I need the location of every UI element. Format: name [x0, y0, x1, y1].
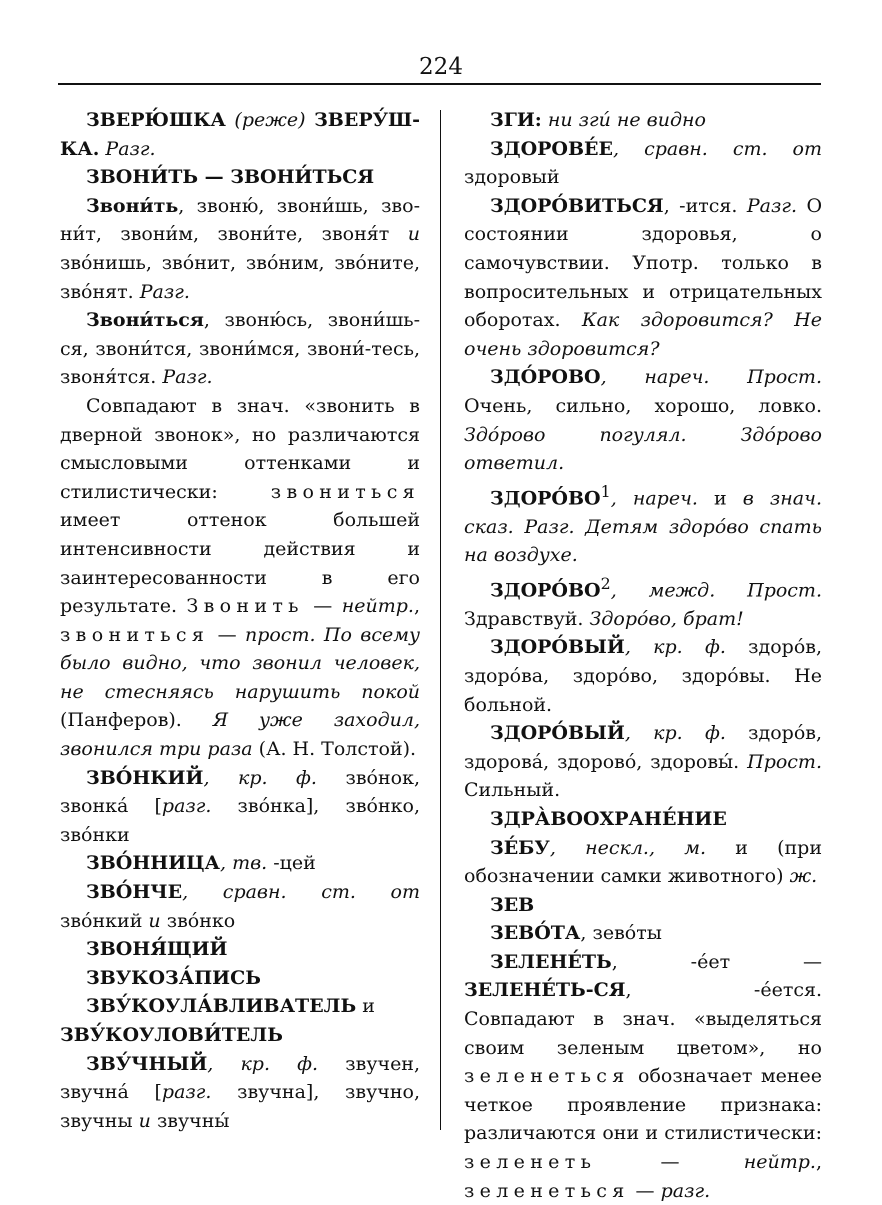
- dash: —: [629, 1179, 661, 1202]
- forms-text: звучен, звучна́ [: [60, 1052, 421, 1104]
- entry-zvonkiy: [60, 764, 420, 850]
- definition: здоро́в, здоро́ва, здоро́во, здоро́вы. Не больной.: [464, 636, 822, 716]
- grammar-mark: , сравн. ст. от: [182, 881, 420, 904]
- grammar-mark: , кр. ф.: [624, 636, 726, 659]
- source: (Панферов).: [60, 709, 182, 732]
- note-text: Совпадают в знач. «звонить в дверной звонок», но различаются смысловыми оттенками и стилистически:: [60, 394, 420, 503]
- conj-i: и: [148, 909, 161, 932]
- homonym-index: 1: [600, 481, 611, 501]
- source: (А. Н. Толстой).: [258, 738, 417, 761]
- conj-i: и: [138, 1109, 151, 1132]
- example: ни зги́ не видно: [547, 109, 706, 131]
- headword: ЗВЕРЮ́ШКА: [86, 109, 226, 131]
- entry-zvukozapis: [60, 964, 420, 993]
- headword: ЗВУ́КОУЛОВИ́ТЕЛЬ: [60, 1024, 283, 1046]
- form-word: Звони́ть: [86, 194, 179, 217]
- spaced-word: звониться: [60, 623, 210, 646]
- example: в знач. сказ. Разг. Детям здоро́во спать на воздухе.: [464, 487, 822, 567]
- headword: ЗГИ:: [490, 109, 542, 131]
- spaced-word: зеленеться: [464, 1179, 630, 1202]
- grammar-mark: , нареч. Прост.: [600, 366, 822, 389]
- forms-text: звучны́: [156, 1109, 230, 1132]
- headword: ЗЕЛЕНЕ́ТЬ: [490, 950, 612, 973]
- headword: ЗЕ́БУ: [490, 836, 550, 859]
- entry-zebu: [464, 834, 822, 891]
- entry-zdoroviy-1: [464, 633, 822, 719]
- style-mark: Прост.: [747, 750, 822, 773]
- headword: ЗВО́НКИЙ: [86, 766, 204, 789]
- definition: и (при обозначении самки животного): [464, 836, 823, 888]
- top-rule: [58, 83, 821, 85]
- note-text: имеет оттенок большей интенсивности действия и заинтересованности в его результате.: [60, 509, 420, 618]
- conj-text: и: [714, 487, 727, 510]
- example: Я уже заходил, звонился три раза: [60, 709, 420, 761]
- forms-text: здоровый: [464, 166, 560, 189]
- grammar-mark: , межд. Прост.: [610, 579, 822, 602]
- headword: ЗДОРО́ВИТЬСЯ: [490, 194, 664, 217]
- style-mark: Разг.: [139, 280, 190, 303]
- style-mark: Разг.: [746, 194, 797, 217]
- example: Как здоровится? Не очень здоровится?: [464, 309, 822, 360]
- dash: —: [303, 595, 342, 618]
- spaced-word: Звонить: [186, 595, 304, 618]
- grammar-mark: ж.: [789, 865, 818, 888]
- grammar-mark: , сравн. ст. от: [613, 137, 822, 160]
- conj-text: и: [362, 995, 375, 1018]
- dash: —: [596, 1151, 744, 1174]
- headword: ЗВОНЯ́ЩИЙ: [86, 938, 228, 961]
- entry-zvonnitsa: [60, 849, 420, 878]
- headword: ЗЕВ: [490, 893, 535, 916]
- definition: О состоянии здоровья, о самочувствии. Употр. только в вопросительных и отрицательных оборотах.: [464, 194, 823, 332]
- headword-pair: ЗВОНИ́ТЬ — ЗВОНИ́ТЬСЯ: [86, 166, 375, 189]
- headword: ЗДОРО́ВО: [490, 487, 601, 510]
- grammar-mark: , нареч.: [610, 487, 698, 510]
- definition: Сильный.: [464, 779, 561, 802]
- headword: ЗВУ́ЧНЫЙ: [86, 1052, 208, 1075]
- headword: ЗВУКОЗА́ПИСЬ: [86, 966, 261, 989]
- style-mark: разг.: [660, 1179, 711, 1202]
- forms-text: , -ится.: [663, 194, 738, 217]
- headword: ЗЕВО́ТА: [490, 922, 581, 945]
- spaced-word: зеленеть: [464, 1151, 597, 1174]
- style-mark: разг.: [161, 1081, 212, 1104]
- definition: Здравствуй.: [464, 607, 584, 630]
- headword: ЗДОРО́ВЫЙ: [490, 722, 625, 745]
- homonym-index: 2: [600, 573, 611, 593]
- grammar-mark: , кр. ф.: [203, 766, 317, 789]
- forms-text: зво́нко: [166, 909, 236, 932]
- style-mark: нейтр.: [743, 1151, 816, 1174]
- entry-zev: [464, 891, 822, 920]
- comma: ,: [815, 1151, 822, 1174]
- entry-zdoroviy-2: [464, 719, 822, 805]
- forms-alt: зво́нишь, зво́нит, зво́ним, зво́ните, зво́нят.: [60, 251, 420, 303]
- forms-text: здоро́в, здорова́, здорово́, здоровы́.: [464, 722, 822, 773]
- entry-zvukoul: [60, 992, 420, 1049]
- headword: ЗДО́РОВО: [490, 366, 601, 389]
- spaced-word: звониться: [270, 480, 420, 503]
- headword: ЗВО́НЧЕ: [86, 881, 183, 904]
- forms-text: , зево́ты: [580, 922, 662, 945]
- headword: ЗВУ́КОУЛА́ВЛИВАТЕЛЬ: [86, 995, 357, 1018]
- usage-mark: (реже): [234, 109, 306, 131]
- headword: ЗДОРО́ВЫЙ: [490, 636, 625, 659]
- entry-zvonyashchiy: [60, 935, 420, 964]
- page-number: 224: [419, 54, 463, 80]
- forms-text: зво́нок, звонка́ [: [60, 766, 420, 818]
- entry-zvuchny: [60, 1050, 420, 1136]
- definition: Очень, сильно, хорошо, ловко.: [464, 394, 822, 417]
- forms-text: звучна], звучно, звучны: [60, 1081, 420, 1132]
- column-divider: [440, 110, 441, 1130]
- example: прост. По всему было видно, что звонил человек, не стесняясь нарушить покой: [60, 623, 420, 703]
- style-mark: нейтр.: [341, 595, 414, 618]
- style-mark: Разг.: [105, 137, 156, 160]
- forms-text: , звоню́, звони́шь, зво-ни́т, звони́м, звони́те, звоня́т: [60, 194, 420, 246]
- entry-zvonit-forms: [60, 192, 420, 306]
- forms-text: -цей: [273, 852, 316, 875]
- entry-zdorovo: [464, 363, 822, 477]
- style-mark: Разг.: [162, 366, 213, 389]
- grammar-mark: , тв.: [220, 852, 268, 875]
- comma: ,: [413, 595, 420, 618]
- usage-note: [60, 392, 420, 764]
- entry-zvonit-head: [60, 163, 420, 192]
- spaced-word: зеленеться: [464, 1065, 630, 1088]
- forms-text: зво́нка], зво́нко, зво́нки: [60, 795, 420, 846]
- definition: обозначает менее четкое проявление признака: различаются они и стилистически:: [464, 1065, 822, 1145]
- style-mark: разг.: [161, 795, 212, 818]
- dash: —: [209, 623, 245, 646]
- entry-zelenet: [464, 948, 822, 1205]
- grammar-mark: , кр. ф.: [207, 1052, 319, 1075]
- entry-zgi: [464, 106, 822, 135]
- conj-i: и: [407, 223, 421, 246]
- headword: ЗДОРО́ВО: [490, 579, 601, 602]
- headword-variant-end: КА.: [60, 137, 100, 160]
- left-column: [60, 106, 420, 1135]
- headword: ЗДОРОВЕ́Е: [490, 137, 614, 160]
- entry-zdorovo-2: [464, 570, 822, 634]
- entry-zdorovee: [464, 135, 822, 192]
- grammar-mark: , нескл., м.: [549, 836, 707, 859]
- example: Здо́рово погулял. Здо́рово ответил.: [464, 423, 822, 475]
- entry-zdravoohranenie: [464, 805, 822, 834]
- entry-zverushka: [60, 106, 420, 163]
- entry-zdorovitsya: [464, 192, 822, 364]
- example: Здоро́во, брат!: [589, 607, 744, 630]
- headword: ЗДРА̀ВООХРАНЕ́НИЕ: [490, 807, 727, 830]
- forms-text: , -е́ет —: [611, 950, 822, 973]
- entry-zevota: [464, 919, 822, 948]
- definition: , -е́ется. Совпадают в знач. «выделяться своим зеленым цветом», но: [464, 979, 822, 1059]
- headword-variant: ЗВЕРУ́Ш-: [314, 109, 421, 131]
- entry-zvonitsya-forms: [60, 306, 420, 392]
- entry-zvonche: [60, 878, 420, 935]
- grammar-mark: , кр. ф.: [624, 722, 726, 745]
- entry-zdorovo-1: [464, 478, 822, 570]
- headword: ЗВО́ННИЦА: [86, 852, 221, 875]
- headword: ЗЕЛЕНЕ́ТЬ-СЯ: [464, 979, 626, 1002]
- forms-text: зво́нкий: [60, 909, 143, 932]
- right-column: [464, 106, 822, 1205]
- forms-text: , звоню́сь, звони́шь-ся, звони́тся, звони́мся, звони́-тесь, звоня́тся.: [60, 309, 420, 389]
- form-word: Звони́ться: [86, 309, 204, 332]
